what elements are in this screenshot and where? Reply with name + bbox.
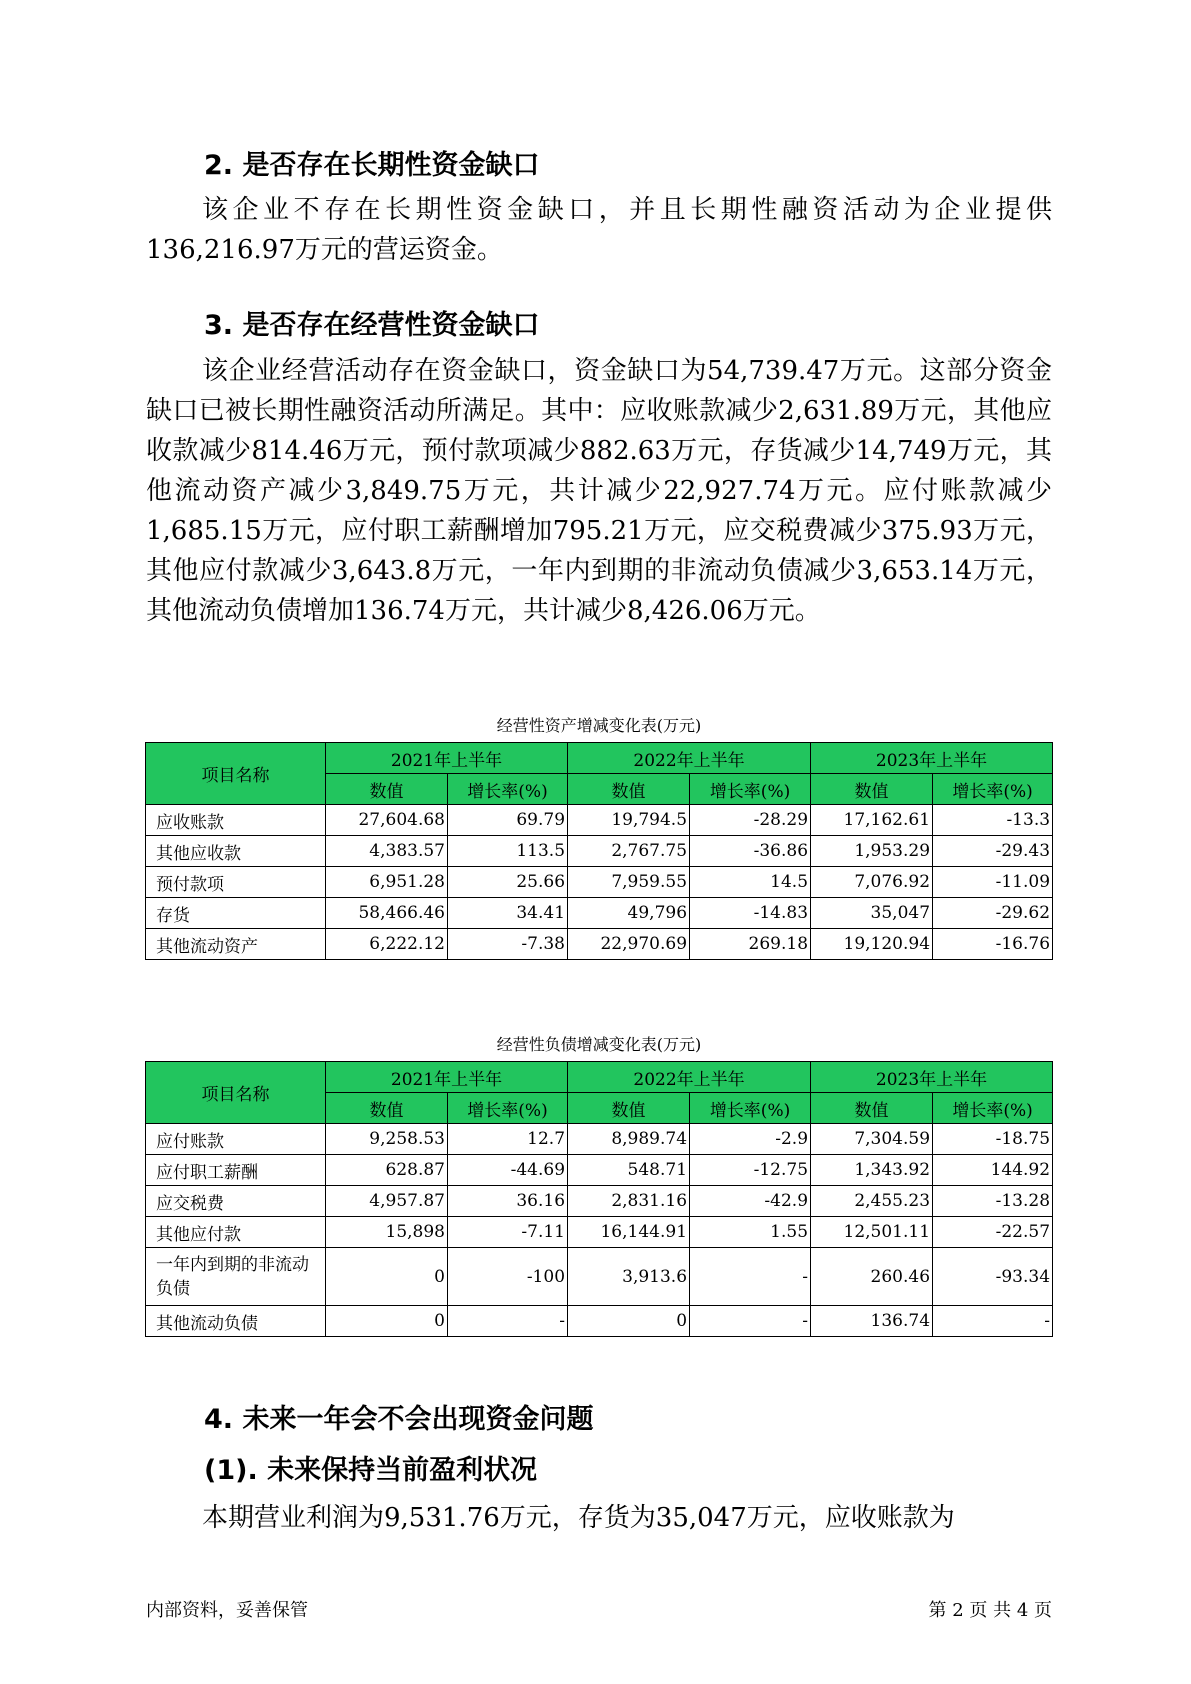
cell-value: 49,796 xyxy=(568,898,690,929)
row-name: 应付职工薪酬 xyxy=(146,1155,326,1186)
assets-header-period: 2023年上半年 xyxy=(811,743,1053,774)
cell-value: 12,501.11 xyxy=(811,1217,933,1248)
cell-rate: 14.5 xyxy=(690,867,811,898)
assets-subheader-value: 数值 xyxy=(326,774,448,805)
row-name: 其他应付款 xyxy=(146,1217,326,1248)
cell-value: 15,898 xyxy=(326,1217,448,1248)
table-row xyxy=(146,1248,1053,1306)
assets-header-period: 2022年上半年 xyxy=(568,743,811,774)
liabilities-header-period: 2022年上半年 xyxy=(568,1062,811,1093)
cell-rate: 144.92 xyxy=(933,1155,1053,1186)
cell-value: 1,953.29 xyxy=(811,836,933,867)
cell-value: 7,304.59 xyxy=(811,1124,933,1155)
cell-value: 628.87 xyxy=(326,1155,448,1186)
cell-rate: -14.83 xyxy=(690,898,811,929)
cell-value: 6,951.28 xyxy=(326,867,448,898)
cell-value: 19,120.94 xyxy=(811,929,933,960)
liabilities-subheader-rate: 增长率(%) xyxy=(690,1093,811,1124)
liabilities-subheader-value: 数值 xyxy=(326,1093,448,1124)
assets-header-item: 项目名称 xyxy=(146,743,326,805)
assets-subheader-rate: 增长率(%) xyxy=(690,774,811,805)
table-row xyxy=(146,867,1053,898)
cell-rate: -7.11 xyxy=(448,1217,568,1248)
section4-paragraph: 本期营业利润为9,531.76万元，存货为35,047万元，应收账款为 xyxy=(202,1503,955,1533)
cell-rate: 113.5 xyxy=(448,836,568,867)
footer-note: 内部资料，妥善保管 xyxy=(146,1600,308,1621)
liabilities-header-item: 项目名称 xyxy=(146,1062,326,1124)
cell-value: 27,604.68 xyxy=(326,805,448,836)
cell-rate: -44.69 xyxy=(448,1155,568,1186)
cell-value: 16,144.91 xyxy=(568,1217,690,1248)
cell-rate: -18.75 xyxy=(933,1124,1053,1155)
assets-subheader-value: 数值 xyxy=(568,774,690,805)
cell-value: 8,989.74 xyxy=(568,1124,690,1155)
cell-value: 260.46 xyxy=(811,1248,933,1306)
table-row xyxy=(146,836,1053,867)
cell-value: 22,970.69 xyxy=(568,929,690,960)
assets-table-caption: 经营性资产增减变化表(万元) xyxy=(496,716,702,735)
cell-value: 9,258.53 xyxy=(326,1124,448,1155)
table-row xyxy=(146,1155,1053,1186)
liabilities-subheader-rate: 增长率(%) xyxy=(448,1093,568,1124)
assets-header-period: 2021年上半年 xyxy=(326,743,568,774)
cell-rate: 34.41 xyxy=(448,898,568,929)
liabilities-table-caption: 经营性负债增减变化表(万元) xyxy=(496,1035,702,1054)
row-name: 应收账款 xyxy=(146,805,326,836)
cell-rate: 1.55 xyxy=(690,1217,811,1248)
cell-value: 2,455.23 xyxy=(811,1186,933,1217)
section4-subheading: (1). 未来保持当前盈利状况 xyxy=(204,1455,538,1486)
assets-subheader-rate: 增长率(%) xyxy=(448,774,568,805)
cell-value: 7,959.55 xyxy=(568,867,690,898)
footer-page-number: 第 2 页 共 4 页 xyxy=(928,1600,1052,1621)
cell-value: 17,162.61 xyxy=(811,805,933,836)
table-row xyxy=(146,1306,1053,1337)
section3-paragraph: 该企业经营活动存在资金缺口，资金缺口为54,739.47万元。这部分资金缺口已被长期性融资活动所满足。其中：应收账款减少2,631.89万元，其他应收款减少814.46万元，预付款项减少882.63万元，存货减少14,749万元，其他流动资产减少3,849.75万元，共计减少22,927.74万元。应付账款减少1,685.15万元，应付职工薪酬增加795.21万元，应交税费减少375.93万元，其他应付款减少3,643.8万元，一年内到期的非流动负债减少3,653.14万元，其他流动负债增加136.74万元，共计减少8,426.06万元。 xyxy=(146,356,1052,626)
section4-heading: 4. 未来一年会不会出现资金问题 xyxy=(204,1404,594,1435)
assets-table xyxy=(145,742,1053,960)
cell-rate: 25.66 xyxy=(448,867,568,898)
cell-rate: -12.75 xyxy=(690,1155,811,1186)
cell-rate: 69.79 xyxy=(448,805,568,836)
cell-value: 0 xyxy=(326,1248,448,1306)
section3-heading: 3. 是否存在经营性资金缺口 xyxy=(204,310,540,341)
cell-rate: 12.7 xyxy=(448,1124,568,1155)
table-row xyxy=(146,1217,1053,1248)
cell-rate: -42.9 xyxy=(690,1186,811,1217)
table-row xyxy=(146,1124,1053,1155)
liabilities-subheader-value: 数值 xyxy=(568,1093,690,1124)
cell-value: 0 xyxy=(568,1306,690,1337)
cell-rate: - xyxy=(448,1306,568,1337)
cell-rate: -93.34 xyxy=(933,1248,1053,1306)
row-name: 预付款项 xyxy=(146,867,326,898)
row-name: 存货 xyxy=(146,898,326,929)
table-row xyxy=(146,805,1053,836)
cell-rate: -16.76 xyxy=(933,929,1053,960)
cell-value: 2,831.16 xyxy=(568,1186,690,1217)
table-row xyxy=(146,1186,1053,1217)
cell-rate: -22.57 xyxy=(933,1217,1053,1248)
row-name: 应交税费 xyxy=(146,1186,326,1217)
cell-value: 7,076.92 xyxy=(811,867,933,898)
cell-rate: -13.3 xyxy=(933,805,1053,836)
cell-rate: -36.86 xyxy=(690,836,811,867)
row-name: 其他流动负债 xyxy=(146,1306,326,1337)
liabilities-header-period: 2021年上半年 xyxy=(326,1062,568,1093)
row-name: 其他应收款 xyxy=(146,836,326,867)
cell-rate: -29.62 xyxy=(933,898,1053,929)
row-name: 一年内到期的非流动负债 xyxy=(146,1248,326,1306)
cell-rate: 36.16 xyxy=(448,1186,568,1217)
liabilities-subheader-value: 数值 xyxy=(811,1093,933,1124)
liabilities-header-period: 2023年上半年 xyxy=(811,1062,1053,1093)
cell-value: 4,383.57 xyxy=(326,836,448,867)
cell-rate: -11.09 xyxy=(933,867,1053,898)
cell-value: 1,343.92 xyxy=(811,1155,933,1186)
table-row xyxy=(146,898,1053,929)
cell-rate: -13.28 xyxy=(933,1186,1053,1217)
cell-value: 35,047 xyxy=(811,898,933,929)
cell-rate: -29.43 xyxy=(933,836,1053,867)
liabilities-subheader-rate: 增长率(%) xyxy=(933,1093,1053,1124)
cell-rate: -28.29 xyxy=(690,805,811,836)
cell-value: 6,222.12 xyxy=(326,929,448,960)
section2-paragraph: 该企业不存在长期性资金缺口，并且长期性融资活动为企业提供136,216.97万元的营运资金。 xyxy=(146,195,1052,265)
section2-heading: 2. 是否存在长期性资金缺口 xyxy=(204,150,540,181)
row-name: 其他流动资产 xyxy=(146,929,326,960)
cell-rate: -2.9 xyxy=(690,1124,811,1155)
cell-value: 548.71 xyxy=(568,1155,690,1186)
assets-subheader-rate: 增长率(%) xyxy=(933,774,1053,805)
assets-subheader-value: 数值 xyxy=(811,774,933,805)
cell-value: 3,913.6 xyxy=(568,1248,690,1306)
liabilities-table xyxy=(145,1061,1053,1337)
cell-rate: 269.18 xyxy=(690,929,811,960)
cell-rate: -7.38 xyxy=(448,929,568,960)
cell-rate: - xyxy=(690,1248,811,1306)
cell-rate: - xyxy=(690,1306,811,1337)
cell-value: 2,767.75 xyxy=(568,836,690,867)
cell-value: 0 xyxy=(326,1306,448,1337)
cell-value: 4,957.87 xyxy=(326,1186,448,1217)
cell-value: 19,794.5 xyxy=(568,805,690,836)
cell-value: 58,466.46 xyxy=(326,898,448,929)
cell-rate: -100 xyxy=(448,1248,568,1306)
row-name: 应付账款 xyxy=(146,1124,326,1155)
table-row xyxy=(146,929,1053,960)
cell-value: 136.74 xyxy=(811,1306,933,1337)
cell-rate: - xyxy=(933,1306,1053,1337)
